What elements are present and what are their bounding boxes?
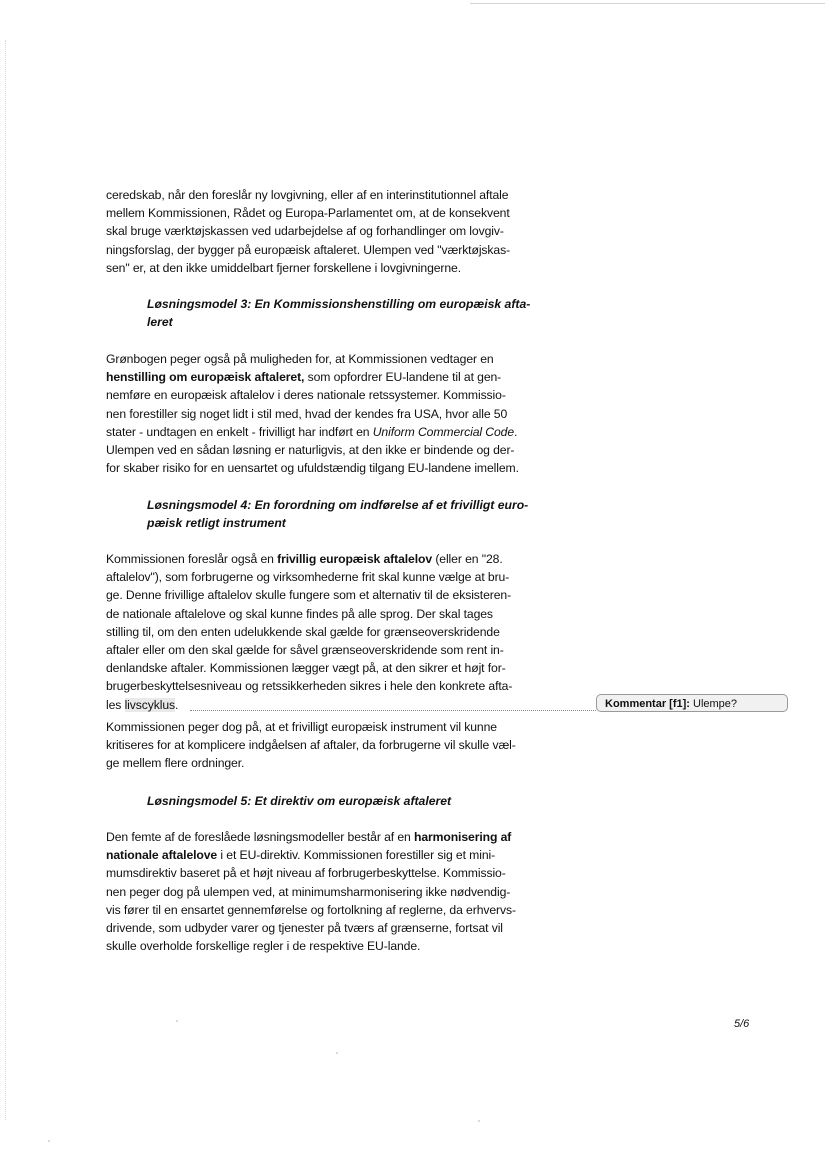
bold-term: henstilling om europæisk aftaleret,	[106, 370, 305, 385]
paragraph-toolbox	[106, 186, 558, 277]
comment-tag: Kommentar [f1]:	[605, 698, 690, 710]
text-line: ningsforslag, der bygger på europæisk aftaleret. Ulempen ved "værktøjskas-	[106, 242, 511, 257]
bold-term: nationale aftalelove	[106, 848, 218, 863]
heading-model-4: Løsningsmodel 4: En forordning om indførelse af et frivilligt euro- pæisk retligt instrument	[147, 498, 529, 531]
italic-term: Uniform Commercial Code	[372, 424, 515, 439]
scan-speck	[336, 1052, 338, 1054]
paragraph-directive: Den femte af de foreslåede løsningsmodeller består af en harmonisering af nationale aftalelove i et EU-direktiv. Kommissionen forestiller sig et mini- mumsdirektiv baseret på et højt niveau af forbrugerbeskyttelse. Kommissio- nen peger dog på ulempen ved, at minimumsharmonisering ikke nødvendig- vis fører til en ensartet gennemførelse og fortolkning af reglerne, da erhvervs- drivende, som udbyder varer og tjenester på tværs af grænserne, fortsat vil skulle overholde forskellige regler i de respektive EU-lande.	[106, 830, 516, 954]
scan-speck	[176, 1020, 178, 1022]
bold-term: harmonisering af	[413, 830, 512, 844]
paragraph-recommendation: Grønbogen peger også på muligheden for, at Kommissionen vedtager en henstilling om europæisk aftaleret, som opfordrer EU-landene til at gen- nemføre en europæisk aftalelov i deres nationale retssystemer. Kommissio- nen forestiller sig noget lidt i stil med, hvad der kendes fra USA, hvor alle 50 stater - undtagen en enkelt - frivilligt har indført en Uniform Commercial Code. Ulempen ved en sådan løsning er naturligvis, at den ikke er bindende og der- for skaber risiko for en uensartet og ufuldstændig tilgang EU-landene imellem.	[106, 352, 519, 476]
page-number: 5/6	[734, 1018, 750, 1030]
comment-anchor[interactable]: livscyklus	[124, 697, 176, 712]
scan-speck	[48, 1140, 50, 1142]
paragraph-criticism: Kommissionen peger dog på, at et frivilligt europæisk instrument vil kunne kritiseres for at komplicere indgåelsen af aftaler, da forbrugerne vil skulle væl- ge mellem flere ordninger.	[106, 720, 516, 771]
heading-model-5: Løsningsmodel 5: Et direktiv om europæisk aftaleret	[147, 794, 452, 808]
paragraph-voluntary-law: Kommissionen foreslår også en frivillig europæisk aftalelov (eller en "28. aftalelov"), som forbrugerne og virksomhederne frit skal kunne vælge at bru- ge. Denne frivillige aftalelov skulle fungere som et alternativ til de eksisteren- de nationale aftalelove og skal kunne findes på alle sprog. Der skal tages stilling til, om den enten udelukkende skal gælde for grænseoverskridende aftaler eller om den skal gælde for såvel grænseoverskridende som rent in- denlandske aftaler. Kommissionen lægger vægt på, at den sikrer et højt for- brugerbeskyttelsesniveau og retssikkerheden sikres i hele den konkrete afta- les livscyklus.	[106, 552, 513, 712]
page-edge-left	[5, 40, 6, 1120]
page-edge-top	[470, 3, 825, 4]
text-line: mellem Kommissionen, Rådet og Europa-Parlamentet om, at de konsekvent	[106, 206, 510, 221]
comment-balloon[interactable]	[596, 694, 788, 712]
bold-term: frivillig europæisk aftalelov	[277, 552, 433, 566]
text-line: sen" er, at den ikke umiddelbart fjerner forskellene i lovgivningerne.	[106, 260, 462, 275]
comment-connector-line	[190, 710, 596, 711]
comment-text: Ulempe?	[689, 698, 738, 710]
text-line: skal bruge værktøjskassen ved udarbejdelse af og forhandlinger om lovgiv-	[106, 224, 504, 239]
heading-model-3: Løsningsmodel 3: En Kommissionshenstilling om europæisk afta- leret	[147, 297, 531, 330]
text-line: ceredskab, når den foreslår ny lovgivning, eller af en interinstitutionnel aftale	[106, 188, 509, 202]
scan-speck	[478, 1120, 480, 1122]
